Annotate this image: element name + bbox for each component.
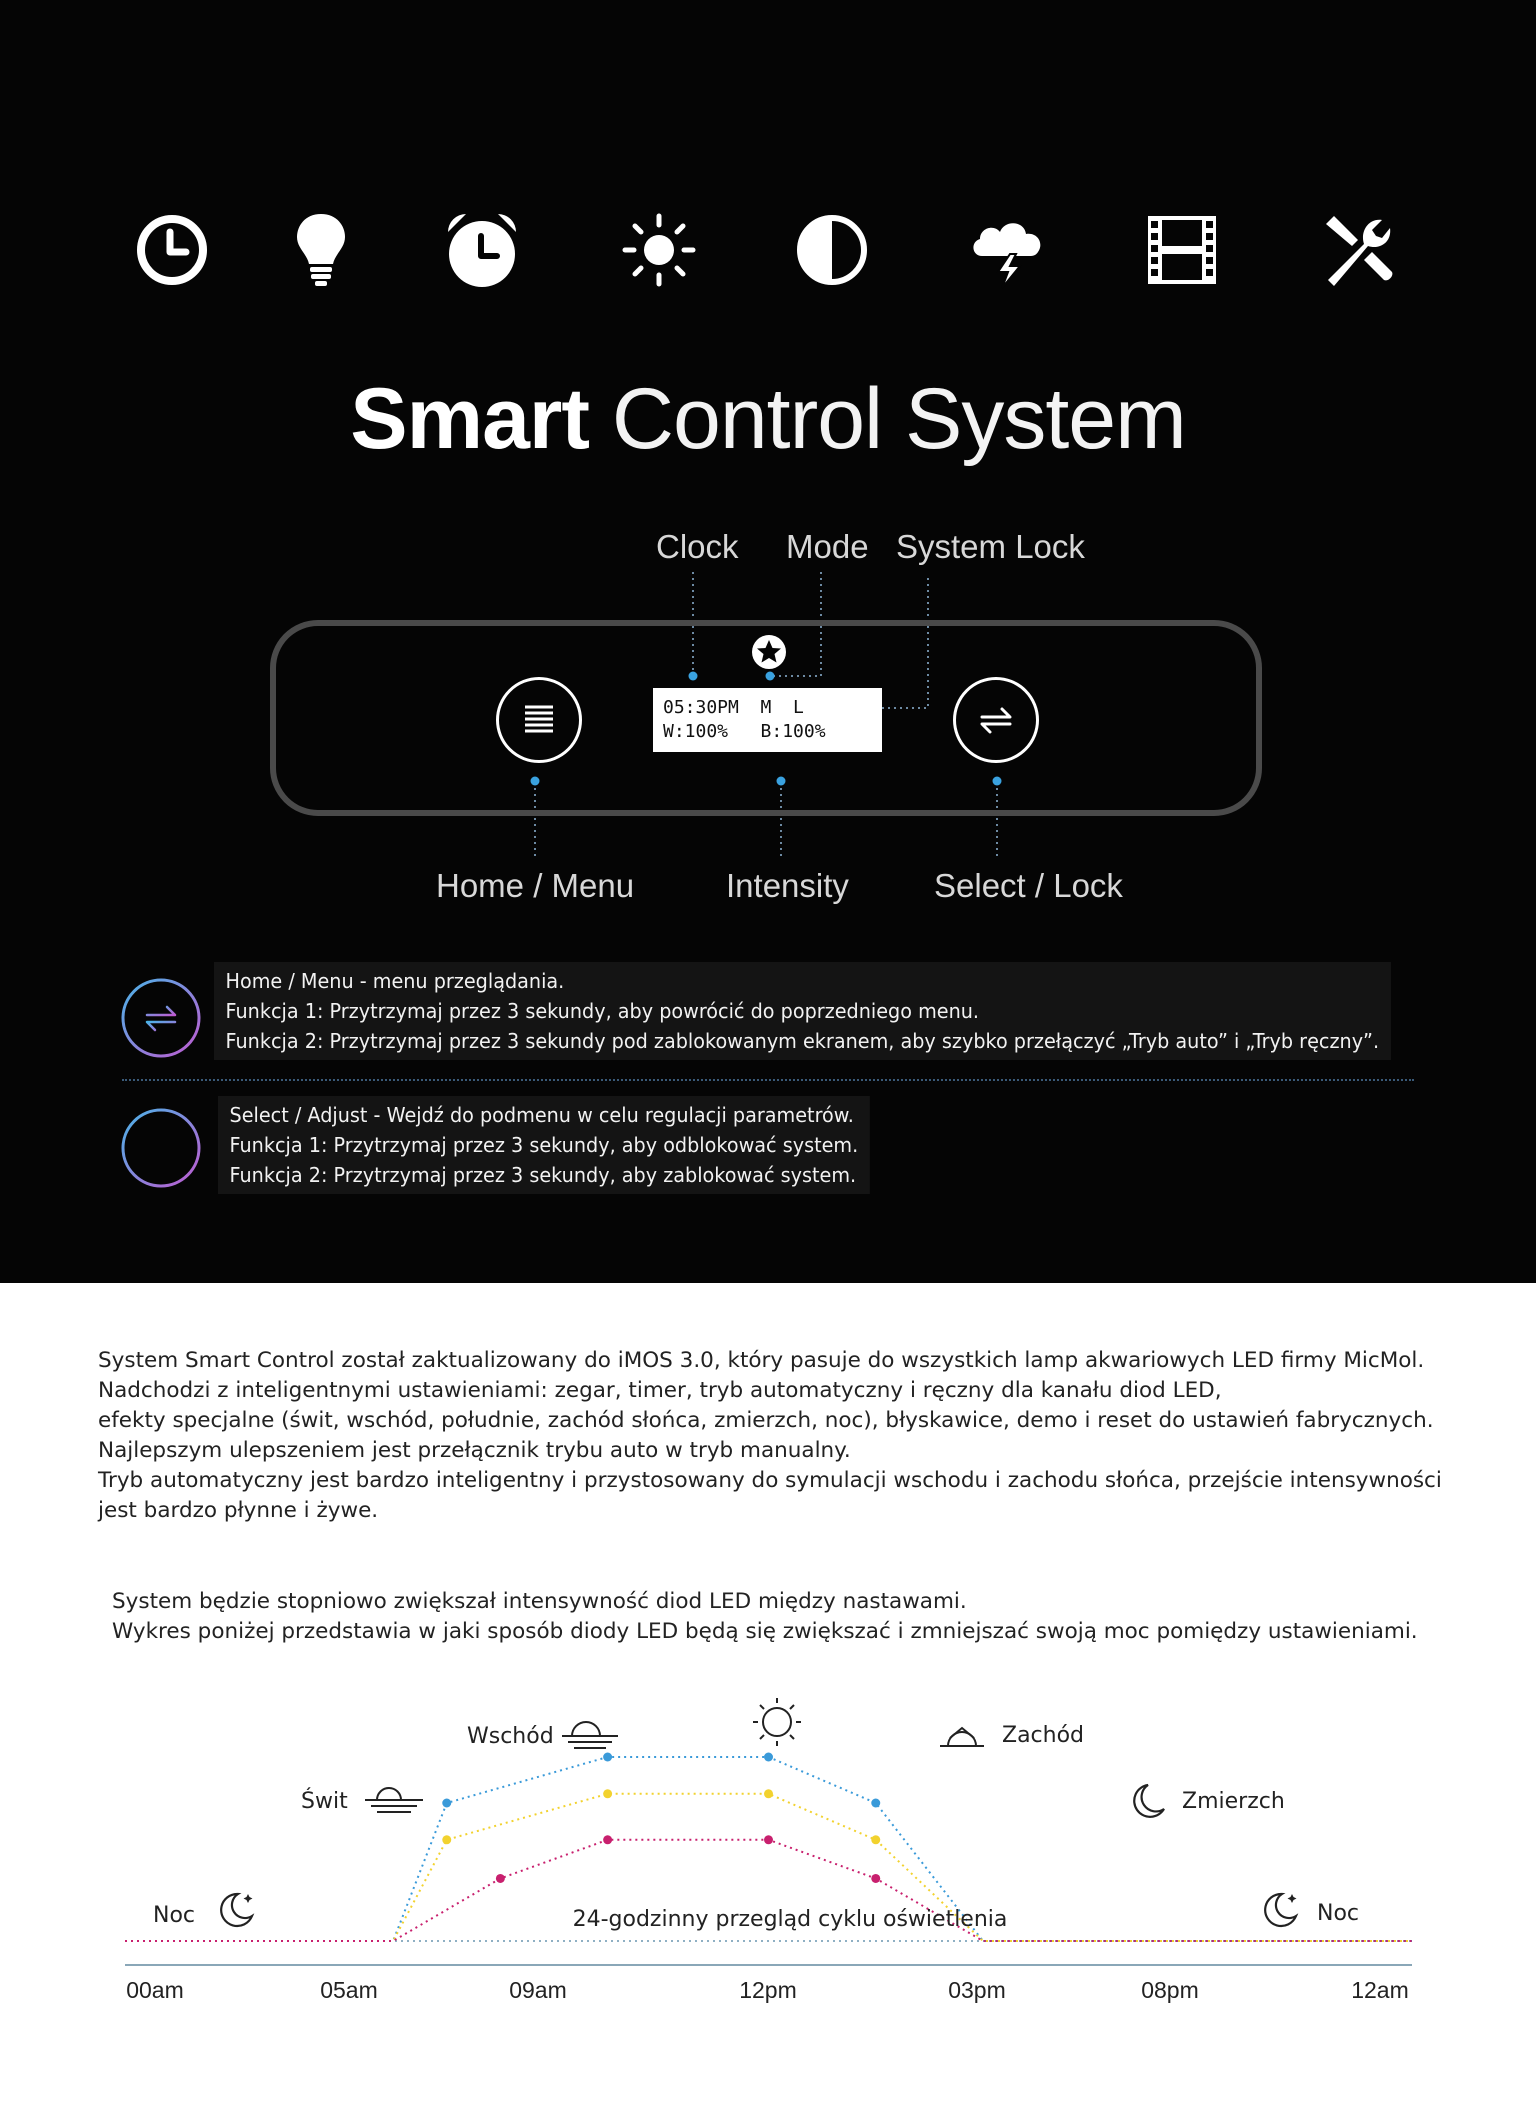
description-line: jest bardzo płynne i żywe. [98, 1498, 379, 1523]
home-menu-button[interactable] [496, 677, 582, 763]
x-tick-label: 03pm [948, 1977, 1006, 2003]
description-line: Najlepszym ulepszeniem jest przełącznik trybu auto w tryb manualny. [98, 1438, 851, 1463]
description-line: Nadchodzi z inteligentnymi ustawieniami: zegar, timer, tryb automatyczny i ręczny dla kanału diod LED, [98, 1378, 1222, 1403]
series-point-2-4 [764, 1835, 773, 1844]
title-bold: Smart [350, 371, 589, 467]
phase-label-wschod: Wschód [467, 1724, 554, 1749]
menu-lines-icon [120, 1107, 202, 1189]
sun-outline-icon [753, 1698, 801, 1746]
x-tick-label: 12pm [739, 1977, 797, 2003]
description-line: efekty specjalne (świt, wschód, południe, zachód słońca, zmierzch, noc), błyskawice, demo i reset do ustawień fabrycznych. [98, 1408, 1434, 1433]
swap-arrows-icon [120, 977, 202, 1059]
series-point-2-2 [496, 1874, 505, 1883]
moon-icon [1134, 1785, 1164, 1817]
lcd-display [653, 688, 882, 752]
chart-intro-line: Wykres poniżej przedstawia w jaki sposób diody LED będą się zwiększać i zmniejszać swoją moc pomiędzy ustawieniami. [112, 1619, 1418, 1644]
menu-lines-icon [499, 680, 579, 760]
info-line: Funkcja 1: Przytrzymaj przez 3 sekundy, aby odblokować system. [229, 1133, 859, 1157]
info-line: Select / Adjust - Wejdź do podmenu w celu regulacji parametrów. [229, 1103, 854, 1127]
x-tick-label: 12am [1351, 1977, 1409, 2003]
x-tick-label: 05am [320, 1977, 378, 2003]
x-tick-label: 09am [509, 1977, 567, 2003]
chart-intro [112, 1587, 1418, 1647]
info-line: Funkcja 2: Przytrzymaj przez 3 sekundy, aby zablokować system. [229, 1163, 857, 1187]
light-cycle-chart [0, 1680, 1536, 2010]
description-line: Tryb automatyczny jest bardzo inteligentny i przystosowany do symulacji wschodu i zachodu słońca, przejście intensywności [98, 1468, 1442, 1493]
label-clock: Clock [656, 528, 739, 565]
phase-label-noc-end: Noc [1317, 1901, 1360, 1926]
description [98, 1346, 1442, 1526]
label-select-lock: Select / Lock [934, 867, 1123, 904]
series-point-1-3 [603, 1789, 612, 1798]
select-lock-button[interactable] [953, 677, 1039, 763]
chart-intro-line: System będzie stopniowo zwiększał intensywność diod LED między nastawami. [112, 1589, 967, 1614]
info-box-select-adjust [218, 1096, 870, 1194]
swap-arrows-icon [956, 680, 1036, 760]
lcd-line-1: 05:30PM M L [663, 697, 804, 718]
description-line: System Smart Control został zaktualizowany do iMOS 3.0, który pasuje do wszystkich lamp akwariowych LED firmy MicMol. [98, 1348, 1425, 1373]
sunset-icon [940, 1728, 984, 1746]
info-line: Funkcja 1: Przytrzymaj przez 3 sekundy, aby powrócić do poprzedniego menu. [225, 999, 980, 1023]
series-point-2-3 [603, 1835, 612, 1844]
series-point-1-5 [871, 1835, 880, 1844]
info-line: Funkcja 2: Przytrzymaj przez 3 sekundy pod zablokowanym ekranem, aby szybko przełączyć „Tryb auto” i „Tryb ręczny”. [225, 1029, 1380, 1053]
divider [122, 1079, 1414, 1081]
moon-stars-icon [1265, 1894, 1296, 1926]
x-tick-label: 00am [126, 1977, 184, 2003]
moon-stars-icon [221, 1894, 252, 1926]
series-point-2-5 [871, 1874, 880, 1883]
info-box-home-menu [214, 962, 1391, 1060]
series-point-0-5 [871, 1799, 880, 1808]
series-point-0-2 [442, 1799, 451, 1808]
phase-label-swit: Świt [301, 1789, 348, 1814]
sunrise-icon [562, 1722, 618, 1748]
title-light: Control System [611, 371, 1186, 467]
label-intensity: Intensity [726, 867, 849, 904]
phase-label-zmierzch: Zmierzch [1182, 1789, 1285, 1814]
star-badge-icon [749, 632, 789, 672]
info-line: Home / Menu - menu przeglądania. [225, 969, 565, 993]
phase-label-zachod: Zachód [1002, 1723, 1085, 1748]
series-point-1-4 [764, 1789, 773, 1798]
series-point-1-2 [442, 1835, 451, 1844]
light-cycle-chart-svg [0, 1680, 1536, 2010]
series-point-0-3 [603, 1753, 612, 1762]
dawn-icon [365, 1788, 423, 1812]
series-point-0-4 [764, 1753, 773, 1762]
chart-title: 24-godzinny przegląd cyklu oświetlenia [572, 1907, 1008, 1932]
label-mode: Mode [786, 528, 869, 565]
lcd-line-2: W:100% B:100% [663, 721, 826, 742]
label-system-lock: System Lock [896, 528, 1085, 565]
phase-label-noc: Noc [153, 1903, 196, 1928]
x-tick-label: 08pm [1141, 1977, 1199, 2003]
label-home-menu: Home / Menu [436, 867, 635, 904]
